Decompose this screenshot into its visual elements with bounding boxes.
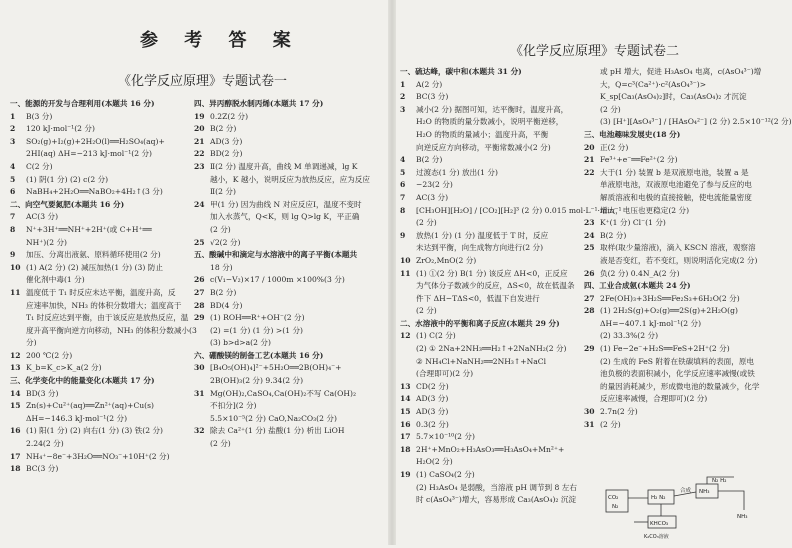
answer-text: BD(3 分): [26, 388, 59, 398]
question-number: 21: [194, 136, 205, 146]
answer-item: [194, 161, 382, 174]
question-number: 18: [400, 444, 411, 454]
answer-text: NH₄⁺−8e⁻+3H₂O══NO₃⁻+10H⁺(2 分): [26, 451, 170, 461]
question-number: 21: [584, 155, 595, 165]
answer-item: [10, 388, 162, 401]
answer-text: c(V₁−V₂)×17 / 1000m ×100%(3 分): [210, 275, 345, 285]
answer-item: [584, 142, 772, 155]
answer-continuation: (合理即可)(2 分): [416, 369, 474, 379]
answer-text: B(2 分): [600, 230, 627, 240]
answer-continuation: 加入水蒸气，Q<K，则 lg Q>lg K，平正确: [210, 212, 360, 222]
answer-item: [10, 463, 162, 476]
section-heading: 二、向空气要氮肥(本题共 16 分): [10, 199, 125, 209]
question-number: 5: [10, 174, 16, 184]
answer-text: B(3 分): [26, 111, 53, 121]
question-number: 23: [194, 161, 205, 171]
answer-text: −23(2 分): [416, 180, 453, 190]
answer-continuation: (3) [H⁺][AsO₄³⁻] / [HAsO₄²⁻] (2 分) 2.5×10⁻¹²(2 分): [600, 117, 792, 127]
answer-continuation: ② NH₄Cl+NaNH₂══2NH₃↑+NaCl: [416, 356, 547, 366]
section-heading: 一、硫达峰，碳中和(本题共 31 分): [400, 67, 522, 76]
question-number: 11: [10, 287, 21, 297]
question-number: 30: [584, 407, 595, 417]
diagram-nh3-out: NH₃: [737, 514, 748, 520]
answer-text: 取样(取少量溶液)，滴入 KSCN 溶液，观察溶: [600, 243, 756, 253]
answer-text: 温度低于 T₁ 时反应未达平衡，温度升高，反: [26, 287, 176, 297]
answer-item: [10, 262, 162, 275]
answer-text: K_b=K_c>K_a(2 分): [26, 363, 102, 373]
answer-text: N⁺+3H⁺══NH⁺+2H⁺(或 C+H⁺══: [26, 224, 152, 234]
question-number: 18: [10, 464, 21, 474]
answer-continuation: (2) =(1 分) (1 分) >(1 分): [210, 325, 304, 335]
answer-item: [584, 268, 772, 281]
answer-item: [584, 293, 772, 306]
answer-text: Ⅱ(2 分) 温度升高，曲线 M 单调递减，lg K: [210, 161, 358, 171]
section-heading: 四、工业合成氨(本题共 24 分): [584, 281, 691, 291]
answer-continuation: (2 分): [416, 218, 437, 228]
question-number: 5: [400, 167, 406, 177]
answer-item: [584, 217, 772, 230]
question-number: 23: [584, 218, 595, 228]
answer-item: [10, 123, 162, 136]
question-number: 25: [194, 237, 205, 247]
answer-text: 2H⁺+MnO₂+H₃AsO₃══H₃AsO₄+Mn²⁺+: [416, 444, 565, 454]
diagram-nh3: NH₃: [699, 489, 710, 495]
answer-text: 0.2Z(2 分): [210, 111, 249, 121]
answer-continuation: 件下 ΔH−TΔS<0，低温下自发进行: [416, 293, 540, 303]
answer-item: [194, 136, 382, 149]
question-number: 27: [584, 293, 595, 303]
answer-continuation: 单液原电池，双液原电池避免了参与反应的电: [600, 180, 752, 190]
answer-item: [400, 268, 584, 281]
answer-continuation: (2 分): [416, 306, 437, 316]
answer-item: [194, 274, 382, 287]
answer-text: CD(2 分): [416, 381, 449, 391]
answer-text: BC(3 分): [416, 92, 449, 102]
answer-item: [10, 350, 162, 363]
answer-continuation: Ⅱ(2 分): [210, 187, 236, 197]
answer-item: [194, 425, 382, 438]
answer-text: 过渡态(1 分) 放出(1 分): [416, 167, 498, 177]
section-heading: 三、化学变化中的能量变化(本题共 17 分): [10, 376, 155, 386]
answer-continuation: ΔH=−146.3 kJ·mol⁻¹(2 分): [26, 413, 128, 423]
answer-continuation: 或 pH 增大，促进 H₃AsO₄ 电离，c(AsO₄³⁻)增: [600, 67, 762, 76]
answer-continuation: T₁ 时反应达到平衡，由于该反应是放热反应，温: [26, 313, 189, 323]
answer-text: 放热(1 分) (1 分) 温度低于 T 时，反应: [416, 230, 549, 240]
answer-item: [400, 230, 584, 243]
question-number: 9: [10, 250, 16, 260]
answer-item: [400, 444, 584, 457]
question-number: 10: [10, 262, 21, 272]
question-number: 22: [584, 167, 595, 177]
answer-text: 5.7×10⁻¹⁰(2 分): [416, 432, 475, 442]
answer-text: AC(3 分): [26, 212, 59, 222]
answer-text: (1) ①(2 分) B(1 分) 该反应 ΔH<0，正反应: [416, 268, 568, 278]
diagram-n2-top: N₂ H₂: [712, 478, 727, 484]
answer-item: [400, 406, 584, 419]
page-title: 参 考 答 案: [140, 30, 301, 51]
section-heading: 一、能源的开发与合理利用(本题共 16 分): [10, 99, 155, 108]
answer-text: 200 ℃(2 分): [26, 350, 73, 360]
answer-text: 甲(1 分) 因为曲线 N 对应反应Ⅰ，温度不变时: [210, 199, 362, 209]
question-number: 26: [584, 268, 595, 278]
answer-continuation: 液是否变红，若不变红，则说明活化完成(2 分): [600, 255, 758, 265]
answer-text: (1) 阴(1 分) (2) c(2 分): [26, 174, 109, 184]
answer-continuation: 解质溶液和电极的直接接触，使电流能量密度: [600, 192, 752, 202]
question-number: 20: [584, 142, 595, 152]
question-number: 24: [584, 230, 595, 240]
answer-continuation: 增大，电压也更稳定(2 分): [600, 205, 690, 215]
answer-item: [10, 111, 162, 124]
answer-continuation: 反应速率减慢，合理即可)(2 分): [600, 394, 708, 404]
answer-item: [400, 431, 584, 444]
answers-column-4: [584, 66, 792, 431]
question-number: 8: [10, 224, 16, 234]
section-heading: 二、水溶液中的平衡和离子反应(本题共 29 分): [400, 318, 560, 328]
answer-item: [584, 343, 772, 356]
diagram-n2-left: N₂: [612, 504, 619, 510]
answer-continuation: 18 分): [210, 262, 233, 272]
answer-item: [10, 136, 165, 149]
answer-continuation: 分): [26, 338, 37, 348]
answer-continuation: (2) H₃AsO₄ 是弱酸，当溶液 pH 调节到 8 左右: [416, 482, 577, 492]
question-number: 2: [400, 92, 406, 102]
answers-column-2: [194, 98, 382, 451]
answer-continuation: (2 分): [210, 224, 231, 234]
answer-item: [10, 161, 162, 174]
answer-text: 负(2 分) 0.4N_A(2 分): [600, 268, 680, 278]
answer-item: [584, 230, 772, 243]
answer-continuation: 5.5×10⁻⁵(2 分) CaO,Na₂CO₃(2 分): [210, 413, 337, 423]
answer-text: 减小(2 分) 据图可知，达平衡时，温度升高，: [416, 104, 569, 114]
diagram-synthesis: 合成: [680, 488, 692, 494]
section-heading: 六、硼酸镁的制备工艺(本题共 16 分): [194, 350, 324, 360]
answer-item: [400, 192, 584, 205]
question-number: 20: [194, 124, 205, 134]
question-number: 6: [400, 180, 406, 190]
question-number: 29: [194, 313, 205, 323]
answer-item: [400, 205, 622, 218]
answer-text: ZrO₂,MnO(2 分): [416, 255, 477, 265]
question-number: 9: [400, 230, 406, 240]
answer-item: [584, 242, 772, 255]
question-number: 16: [400, 419, 411, 429]
answer-text: AD(3 分): [416, 394, 449, 404]
question-number: 16: [10, 426, 21, 436]
question-number: 29: [584, 344, 595, 354]
answer-text: NaBH₄+2H₂O══NaBO₂+4H₂↑(3 分): [26, 187, 163, 197]
answer-text: SO₂(g)+I₂(g)+2H₂O(l)══H₂SO₄(aq)+: [26, 136, 165, 146]
question-number: 12: [400, 331, 411, 341]
answer-text: 120 kJ·mol⁻¹(2 分): [26, 124, 95, 134]
section-heading: 五、酸碱中和滴定与水溶液中的离子平衡(本题共: [194, 250, 358, 260]
question-number: 13: [400, 381, 411, 391]
answer-item: [194, 237, 382, 250]
question-number: 22: [194, 149, 205, 159]
question-number: 28: [584, 306, 595, 316]
answer-continuation: 为气体分子数减少的反应，ΔS<0，故在低温条: [416, 281, 575, 291]
question-number: 12: [10, 350, 21, 360]
answer-item: [584, 167, 772, 180]
answer-continuation: K_sp[Ca₃(AsO₄)₂]时，Ca₃(AsO₄)₂ 才沉淀: [600, 92, 747, 102]
answer-continuation: 应速率加快，NH₃ 的体积分数增大；温度高于: [26, 300, 182, 310]
answer-item: [400, 330, 584, 343]
answer-text: √2(2 分): [210, 237, 241, 247]
answer-text: (1) ROH══R⁺+OH⁻(2 分): [210, 313, 305, 323]
answer-continuation: 催化剂中毒(1 分): [26, 275, 85, 285]
answer-item: [10, 174, 162, 187]
answer-text: K⁺(1 分) Cl⁻(1 分): [600, 218, 666, 228]
answer-text: 0.3(2 分): [416, 419, 449, 429]
exam1-heading: 《化学反应原理》专题试卷一: [118, 74, 288, 89]
answer-text: [CH₃OH][H₂O] / [CO₂][H₂]³ (2 分) 0.015 mol·L⁻¹·min⁻¹: [416, 205, 622, 215]
question-number: 1: [400, 79, 406, 89]
answer-text: B(2 分): [416, 155, 443, 165]
answer-item: [194, 312, 382, 325]
answer-text: Zn(s)+Cu²⁺(aq)══Zn²⁺(aq)+Cu(s): [26, 401, 154, 411]
question-number: 3: [400, 104, 406, 114]
question-number: 4: [400, 155, 406, 165]
question-number: 19: [400, 470, 411, 479]
question-number: 4: [10, 161, 16, 171]
section-heading: 三、电池趣味发展史(18 分): [584, 129, 681, 139]
answer-item: [400, 104, 584, 117]
answer-item: [194, 300, 382, 313]
question-number: 13: [10, 363, 21, 373]
question-number: 28: [194, 300, 205, 310]
answer-text: Mg(OH)₂,CaSO₄,Ca(OH)₂不写 Ca(OH)₂: [210, 388, 357, 398]
question-number: 31: [194, 388, 205, 398]
answer-continuation: 2.24(2 分): [26, 439, 64, 449]
question-number: 26: [194, 275, 205, 285]
answer-continuation: 向逆反应方向移动，平衡常数减小(2 分): [416, 142, 551, 152]
question-number: 8: [400, 205, 406, 215]
answer-text: Fe³⁺+e⁻══Fe²⁺(2 分): [600, 155, 678, 165]
answer-continuation: 池负极的表面积减小，化学反应速率减慢(或铁: [600, 369, 755, 379]
question-number: 11: [400, 268, 411, 278]
answer-item: [400, 179, 584, 192]
answer-item: [400, 469, 584, 482]
question-number: 10: [400, 255, 411, 265]
answer-continuation: NH⁺)(2 分): [26, 237, 68, 247]
answer-continuation: (2) ① 2Na+2NH₃══H₂↑+2NaNH₂(2 分): [416, 344, 567, 354]
diagram-co2: CO₂: [608, 495, 619, 501]
answer-text: AD(3 分): [210, 136, 243, 146]
answer-continuation: (2 分): [600, 104, 621, 114]
answer-item: [10, 186, 162, 199]
question-number: 15: [10, 401, 21, 411]
answer-item: [194, 199, 382, 212]
answer-continuation: 大，Q=c³(Ca²⁺)·c²(AsO₄³⁻)>: [600, 79, 707, 89]
answer-item: [10, 362, 162, 375]
answer-item: [400, 167, 584, 180]
question-number: 32: [194, 426, 205, 436]
answer-text: [B₄O₅(OH)₄]²⁻+5H₂O══2B(OH)₄⁻+: [210, 363, 342, 373]
question-number: 31: [584, 419, 595, 429]
answer-item: [194, 287, 382, 300]
answer-item: [10, 425, 162, 438]
question-number: 19: [194, 111, 205, 121]
answer-item: [10, 451, 170, 464]
answer-item: [584, 419, 772, 432]
answer-item: [584, 406, 772, 419]
diagram-khco3: KHCO₃: [650, 521, 669, 527]
answer-text: A(2 分): [416, 79, 443, 89]
answer-text: AD(3 分): [416, 407, 449, 417]
exam2-heading: 《化学反应原理》专题试卷二: [510, 44, 680, 59]
page-gutter: [388, 0, 396, 545]
question-number: 2: [10, 124, 16, 134]
answer-continuation: 不扣分](2 分): [210, 401, 257, 411]
diagram-k2co3: K₂CO₃溶液: [644, 534, 669, 540]
answer-item: [400, 393, 584, 406]
answer-item: [584, 154, 772, 167]
answer-text: B(2 分): [210, 287, 237, 297]
answer-continuation: ΔH=−407.1 kJ·mol⁻¹(2 分): [600, 318, 702, 328]
answer-item: [400, 255, 584, 268]
answer-continuation: 的量因消耗减少，形成微电池的数量减少，化学: [600, 381, 760, 391]
question-number: 1: [10, 111, 16, 121]
answer-item: [194, 111, 382, 124]
answer-item: [194, 362, 382, 375]
question-number: 7: [400, 192, 406, 202]
answer-text: (1) 阳(1 分) (2) 向右(1 分) (3) 铁(2 分): [26, 426, 164, 436]
question-number: 14: [10, 388, 21, 398]
answer-continuation: 2B(OH)₃(2 分) 9.34(2 分): [210, 376, 304, 386]
answer-continuation: (2 分): [210, 439, 231, 449]
question-number: 27: [194, 287, 205, 297]
process-flow-diagram: [604, 476, 754, 544]
answer-text: (1) 2H₂S(g)+O₂(g)══2S(g)+2H₂O(g): [600, 306, 738, 316]
answer-item: [10, 249, 162, 262]
answer-text: (1) A(2 分) (2) 减压加热(1 分) (3) 防止: [26, 262, 163, 272]
answers-column-1: [10, 98, 197, 476]
answer-text: BD(2 分): [210, 149, 243, 159]
answer-text: (1) C(2 分): [416, 331, 456, 341]
answer-continuation: (3) b>d>a(2 分): [210, 338, 271, 348]
question-number: 24: [194, 199, 205, 209]
question-number: 15: [400, 407, 411, 417]
answer-text: 加压、分离出液氨、原料循环使用(2 分): [26, 250, 161, 260]
answer-item: [400, 79, 584, 92]
question-number: 17: [400, 432, 411, 442]
diagram-h2n2: H₂ N₂: [651, 495, 666, 501]
answer-text: C(2 分): [26, 161, 53, 171]
question-number: 14: [400, 394, 411, 404]
answer-text: AC(3 分): [416, 192, 449, 202]
answer-text: BD(4 分): [210, 300, 243, 310]
answer-item: [10, 400, 162, 413]
answer-text: 正(2 分): [600, 142, 629, 152]
answer-item: [194, 148, 382, 161]
answer-continuation: 时 c(AsO₄³⁻)增大，容易形成 Ca₃(AsO₄)₂ 沉淀: [416, 495, 577, 505]
answer-continuation: 2HI(aq) ΔH=−213 kJ·mol⁻¹(2 分): [26, 149, 152, 159]
answer-text: BC(3 分): [26, 464, 59, 474]
question-number: 30: [194, 363, 205, 373]
answer-text: (1) Fe−2e⁻+H₂S══FeS+2H⁺(2 分): [600, 344, 730, 354]
answer-continuation: H₂O(2 分): [416, 457, 453, 467]
question-number: 7: [10, 212, 16, 222]
answer-continuation: 度升高平衡向逆方向移动，NH₃ 的体积分数减小(3: [26, 325, 197, 335]
question-number: 25: [584, 243, 595, 253]
answer-item: [194, 123, 382, 136]
answer-continuation: H₂O 的物质的量减小；温度升高，平衡: [416, 129, 549, 139]
answer-item: [194, 388, 382, 401]
answer-item: [584, 305, 772, 318]
answer-text: 2Fe(OH)₃+3H₂S══Fe₂S₃+6H₂O(2 分): [600, 293, 740, 303]
answer-item: [10, 211, 162, 224]
answer-item: [10, 287, 176, 300]
answer-text: 除去 Ca²⁺(1 分) 盐酸(1 分) 析出 LiOH: [210, 426, 345, 436]
answer-continuation: 未达到平衡，向生成物方向进行(2 分): [416, 243, 544, 253]
answer-item: [400, 154, 584, 167]
answer-text: 大于(1 分) 装置 b 是双液原电池，装置 a 是: [600, 167, 749, 177]
answer-continuation: H₂O 的物质的量分数减小，说明平衡逆移，: [416, 117, 564, 127]
question-number: 3: [10, 136, 16, 146]
answer-item: [400, 91, 584, 104]
answer-continuation: 越小，K 越小，说明反应为放热反应，应为反应: [210, 174, 370, 184]
answer-item: [400, 419, 584, 432]
answer-text: (2 分): [600, 419, 621, 429]
question-number: 17: [10, 451, 21, 461]
answer-text: B(2 分): [210, 124, 237, 134]
answer-continuation: (2) 生成的 FeS 附着在铁碳填料的表面，原电: [600, 356, 755, 366]
answer-text: (1) CaSO₄(2 分): [416, 470, 475, 479]
answer-item: [10, 224, 162, 237]
question-number: 6: [10, 187, 16, 197]
section-heading: 四、异丙醇脱水制丙烯(本题共 17 分): [194, 99, 324, 108]
answer-text: 2.7n(2 分): [600, 407, 638, 417]
answer-item: [400, 381, 584, 394]
answer-continuation: (2) 33.3%(2 分): [600, 331, 659, 341]
